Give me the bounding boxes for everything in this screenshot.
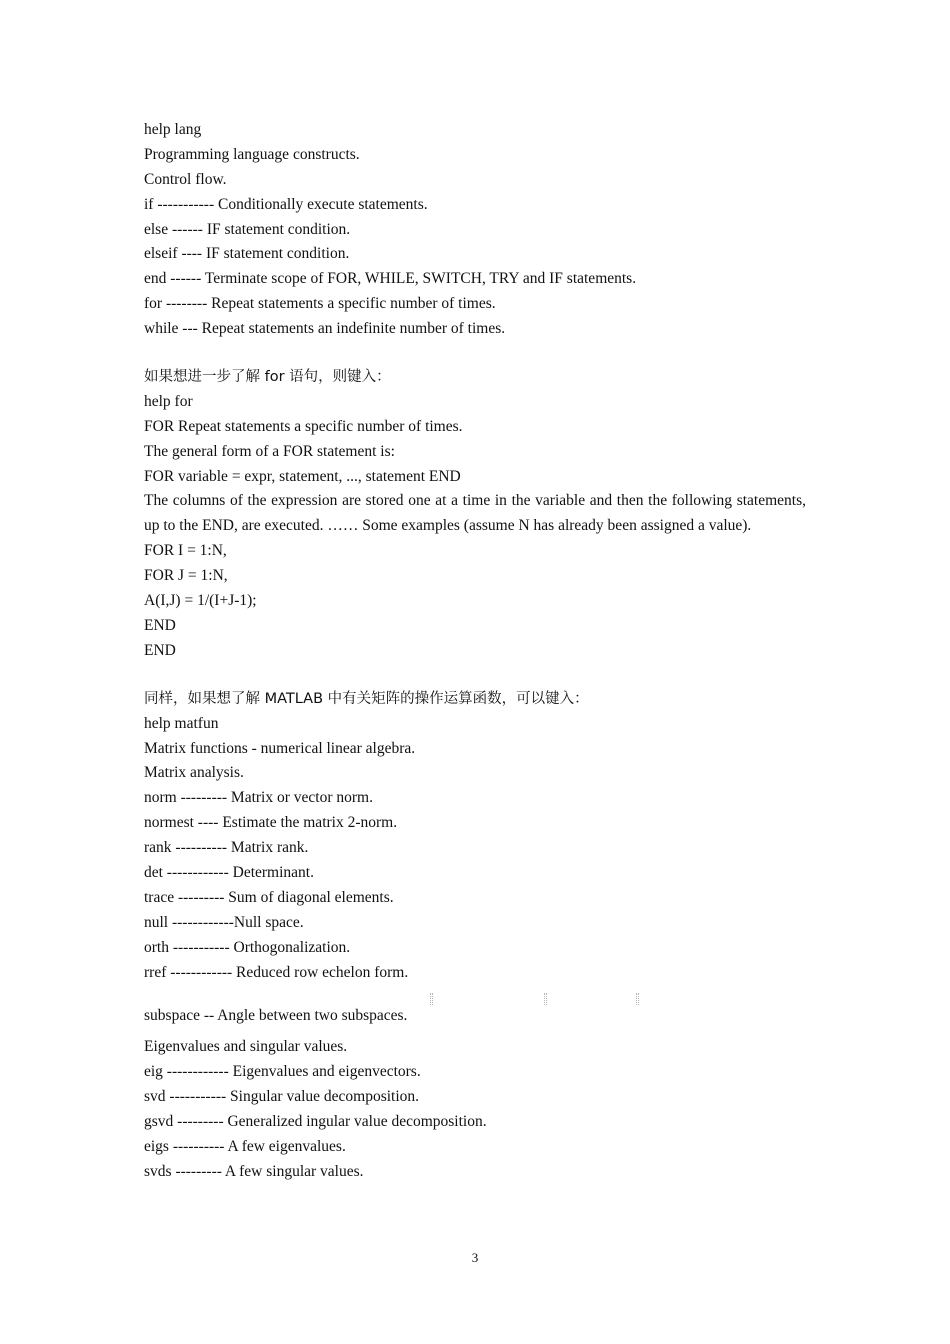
description-paragraph: The columns of the expression are stored one at a time in the variable and then the following statements, up to the END, are executed. …… Some examples (assume N has already been assigned a value). <box>144 492 806 535</box>
text-line: if ----------- Conditionally execute statements. <box>144 195 428 213</box>
code-line: FOR I = 1:N, <box>144 542 227 560</box>
table-remnant-marks <box>430 991 640 1009</box>
text-line: Control flow. <box>144 170 227 188</box>
text-line: gsvd --------- Generalized ingular value decomposition. <box>144 1112 487 1130</box>
text-line: Eigenvalues and singular values. <box>144 1038 348 1056</box>
text-line: Matrix analysis. <box>144 764 244 782</box>
text-line: elseif ---- IF statement condition. <box>144 245 350 263</box>
text-line: svd ----------- Singular value decomposition. <box>144 1088 420 1106</box>
text-line: for -------- Repeat statements a specific number of times. <box>144 295 496 313</box>
text-line: else ------ IF statement condition. <box>144 220 351 238</box>
spacer <box>144 342 806 365</box>
text-line: trace --------- Sum of diagonal elements. <box>144 888 394 906</box>
code-line: FOR J = 1:N, <box>144 567 228 585</box>
code-line: A(I,J) = 1/(I+J-1); <box>144 592 257 610</box>
page-number: 3 <box>471 1250 479 1265</box>
text-line: Matrix functions - numerical linear algebra. <box>144 739 416 757</box>
code-line: END <box>144 616 176 634</box>
text-line: subspace -- Angle between two subspaces. <box>144 1007 408 1025</box>
text-line: null ------------Null space. <box>144 913 304 931</box>
help-lang-section <box>144 118 806 342</box>
text-line: Programming language constructs. <box>144 145 360 163</box>
text-line: svds --------- A few singular values. <box>144 1162 364 1180</box>
text-line: The general form of a FOR statement is: <box>144 442 395 460</box>
text-line: help for <box>144 392 193 410</box>
help-for-section <box>144 365 806 664</box>
text-line: help lang <box>144 121 202 138</box>
dotted-mark <box>636 993 639 1005</box>
text-line: det ------------ Determinant. <box>144 863 314 881</box>
text-line: normest ---- Estimate the matrix 2-norm. <box>144 814 398 832</box>
text-line: end ------ Terminate scope of FOR, WHILE, SWITCH, TRY and IF statements. <box>144 270 637 288</box>
section-intro: 同样，如果想了解 MATLAB 中有关矩阵的操作运算函数，可以键入： <box>144 690 589 707</box>
text-line: rank ---------- Matrix rank. <box>144 839 309 857</box>
text-line: rref ------------ Reduced row echelon form. <box>144 963 409 981</box>
text-line: while --- Repeat statements an indefinite number of times. <box>144 320 506 338</box>
text-line: help matfun <box>144 714 219 732</box>
text-line: eigs ---------- A few eigenvalues. <box>144 1137 346 1155</box>
dotted-mark <box>430 993 433 1005</box>
subspace-row <box>144 1004 806 1029</box>
help-matfun-section <box>144 687 806 1185</box>
text-line: FOR variable = expr, statement, ..., statement END <box>144 467 461 485</box>
code-line: END <box>144 641 176 659</box>
text-line: norm --------- Matrix or vector norm. <box>144 789 373 807</box>
text-line: orth ----------- Orthogonalization. <box>144 938 351 956</box>
text-line: FOR Repeat statements a specific number of times. <box>144 417 463 435</box>
document-body <box>144 118 806 1185</box>
spacer <box>144 664 806 687</box>
dotted-mark <box>544 993 547 1005</box>
text-line: eig ------------ Eigenvalues and eigenvectors. <box>144 1063 421 1081</box>
section-intro: 如果想进一步了解 for 语句，则键入： <box>144 369 391 386</box>
